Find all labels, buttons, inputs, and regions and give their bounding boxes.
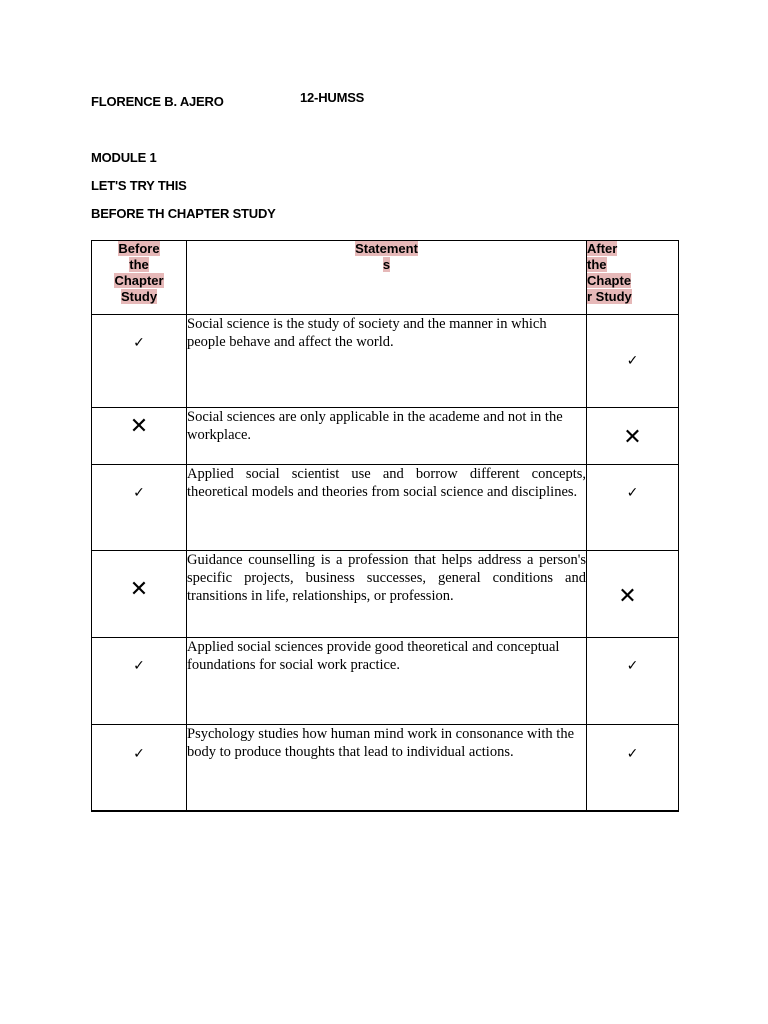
statement-cell: Psychology studies how human mind work in consonance with the body to produce thoughts that lead to individual actions. — [187, 725, 587, 811]
table-row — [92, 638, 679, 725]
check-icon: ✓ — [626, 353, 639, 369]
statement-cell: Applied social scientist use and borrow different concepts, theoretical models and theories from social science and disciplines. — [187, 465, 587, 551]
header-text: Before — [118, 241, 160, 256]
cross-icon: ✕ — [129, 577, 149, 602]
statement-cell: Applied social sciences provide good theoretical and conceptual foundations for social work practice. — [187, 638, 587, 725]
module-title: MODULE 1 — [91, 150, 157, 165]
after-cell — [587, 315, 679, 408]
check-icon: ✓ — [133, 658, 145, 674]
before-cell — [92, 551, 187, 638]
before-cell — [92, 465, 187, 551]
before-cell — [92, 408, 187, 465]
statement-cell: Social science is the study of society and the manner in which people behave and affect the world. — [187, 315, 587, 408]
table-header-row — [92, 241, 679, 315]
after-cell — [587, 551, 679, 638]
header-text: Chapte — [587, 273, 632, 288]
header-text: Chapter — [114, 273, 164, 288]
after-cell — [587, 465, 679, 551]
header-text: r Study — [587, 289, 632, 304]
header-text: the — [129, 257, 149, 272]
check-icon: ✓ — [133, 335, 145, 351]
statements-table — [91, 240, 679, 812]
after-cell — [587, 408, 679, 465]
before-cell — [92, 725, 187, 811]
check-icon: ✓ — [626, 746, 639, 762]
check-icon: ✓ — [626, 485, 639, 501]
table-row — [92, 315, 679, 408]
header-text: s — [382, 257, 391, 272]
header-text: the — [587, 257, 607, 272]
student-name: FLORENCE B. AJERO — [91, 94, 224, 109]
statement-cell: Guidance counselling is a profession that helps address a person's specific projects, business successes, general conditions and transitions in life, relationships, or profession. — [187, 551, 587, 638]
before-cell — [92, 315, 187, 408]
before-cell — [92, 638, 187, 725]
statements-column-header — [187, 241, 587, 315]
table-row — [92, 465, 679, 551]
section-label: 12-HUMSS — [300, 90, 365, 105]
table-row — [92, 725, 679, 811]
table-row — [92, 551, 679, 638]
header-text: After — [587, 241, 618, 256]
check-icon: ✓ — [133, 746, 145, 762]
before-column-header — [92, 241, 187, 315]
check-icon: ✓ — [133, 485, 145, 501]
cross-icon: ✕ — [129, 414, 149, 439]
after-cell — [587, 725, 679, 811]
section-subtitle: BEFORE TH CHAPTER STUDY — [91, 206, 276, 221]
after-column-header — [587, 241, 679, 315]
check-icon: ✓ — [626, 658, 639, 674]
statement-cell: Social sciences are only applicable in the academe and not in the workplace. — [187, 408, 587, 465]
header-text: Statement — [355, 241, 418, 256]
cross-icon: ✕ — [618, 584, 637, 609]
after-cell — [587, 638, 679, 725]
cross-icon: ✕ — [623, 425, 642, 450]
activity-title: LET'S TRY THIS — [91, 178, 187, 193]
header-text: Study — [120, 289, 158, 304]
table-row — [92, 408, 679, 465]
